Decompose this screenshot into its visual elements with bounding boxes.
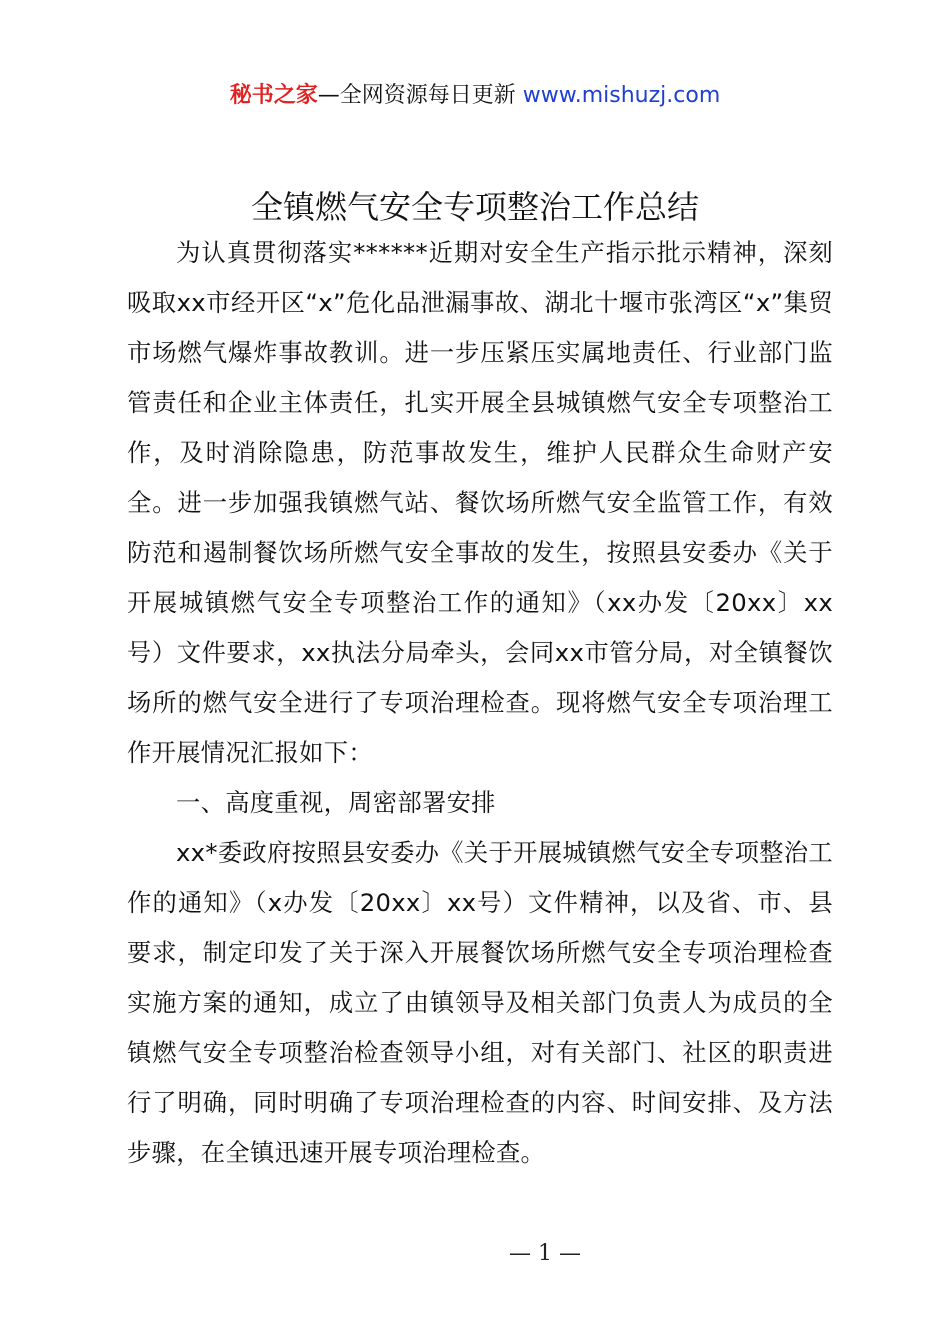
body-paragraph: xx*委政府按照县安委办《关于开展城镇燃气安全专项整治工作的通知》（x办发〔20xx〕xx号）文件精神，以及省、市、县要求，制定印发了关于深入开展餐饮场所燃气安全专项治理检查实施方案的通知，成立了由镇领导及相关部门负责人为成员的全镇燃气安全专项整治检查领导小组，对有关部门、社区的职责进行了明确，同时明确了专项治理检查的内容、时间安排、及方法步骤，在全镇迅速开展专项治理检查。 [127,838,833,1167]
document-body [127,228,833,1178]
section-heading: 一、高度重视，周密部署安排 [176,788,496,817]
document-title: 全镇燃气安全专项整治工作总结 [250,188,699,226]
site-url-link[interactable]: www.mishuzj.com [522,83,721,108]
site-brand: 秘书之家 [229,83,318,108]
site-slogan: —全网资源每日更新 [317,83,523,108]
site-banner [0,80,950,112]
page-number: — 1 — [509,1241,581,1266]
body-paragraph: 为认真贯彻落实******近期对安全生产指示批示精神，深刻吸取xx市经开区“x”危化品泄漏事故、湖北十堰市张湾区“x”集贸市场燃气爆炸事故教训。进一步压紧压实属地责任、行业部门监管责任和企业主体责任，扎实开展全县城镇燃气安全专项整治工作，及时消除隐患，防范事故发生，维护人民群众生命财产安全。进一步加强我镇燃气站、餐饮场所燃气安全监管工作，有效防范和遏制餐饮场所燃气安全事故的发生，按照县安委办《关于开展城镇燃气安全专项整治工作的通知》（xx办发〔20xx〕xx号）文件要求，xx执法分局牵头，会同xx市管分局，对全镇餐饮场所的燃气安全进行了专项治理检查。现将燃气安全专项治理工作开展情况汇报如下： [127,238,833,767]
